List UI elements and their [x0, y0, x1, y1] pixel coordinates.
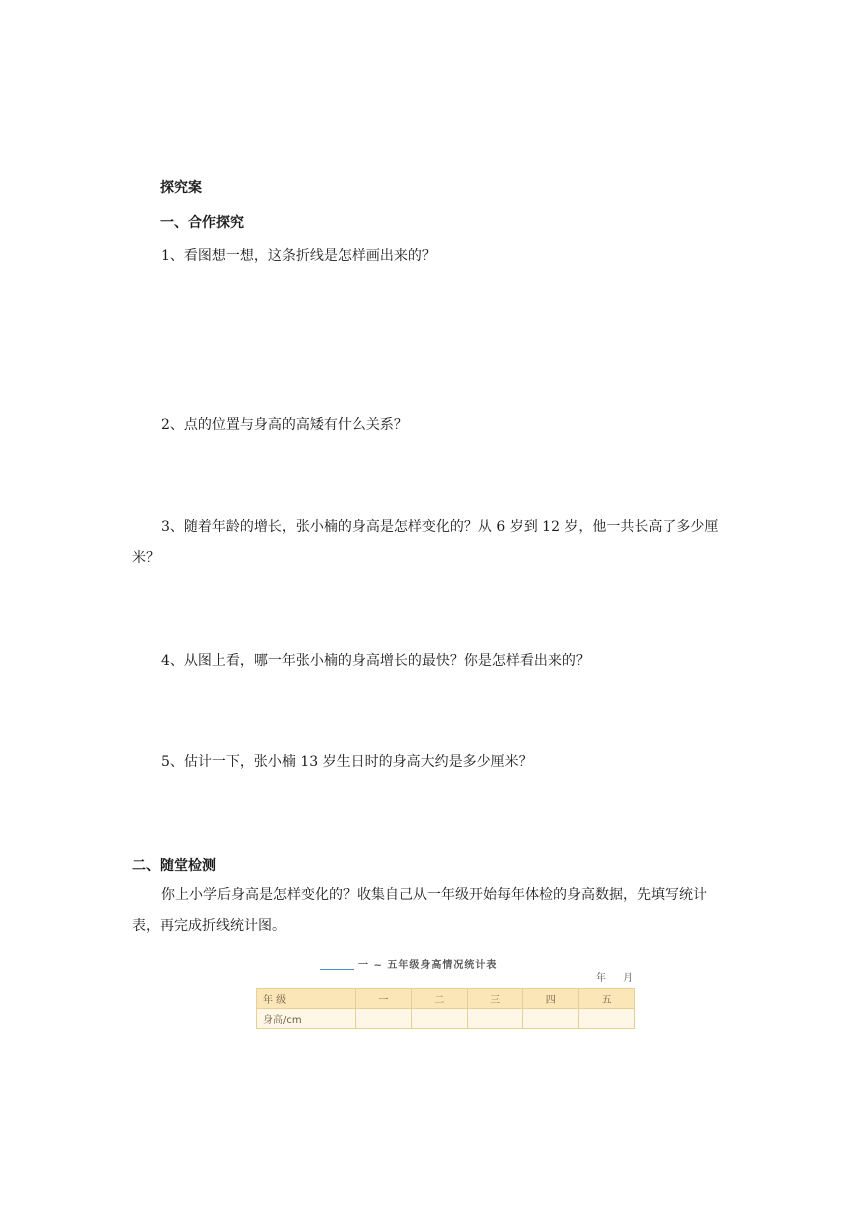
height-cell — [579, 1009, 635, 1029]
table-header-cell: 四 — [523, 989, 579, 1009]
question-4: 4、从图上看，哪一年张小楠的身高增长的最快？你是怎样看出来的？ — [161, 653, 590, 669]
height-cell — [523, 1009, 579, 1029]
fill-in-blank — [320, 969, 354, 970]
question-1: 1、看图想一想，这条折线是怎样画出来的？ — [161, 248, 436, 264]
section-title: 探究案 — [160, 180, 202, 196]
stat-table-date: 年 月 — [596, 973, 634, 984]
height-cell — [356, 1009, 412, 1029]
question-2: 2、点的位置与身高的高矮有什么关系？ — [161, 417, 408, 433]
table-header-cell: 三 — [467, 989, 523, 1009]
part2-heading: 二、随堂检测 — [132, 858, 216, 874]
height-statistics-table — [256, 988, 635, 1029]
stat-table-title — [320, 956, 497, 971]
stat-table-title-text: 一 ~ 五年级身高情况统计表 — [358, 960, 498, 971]
table-header-cell: 年 级 — [257, 989, 356, 1009]
height-cell — [467, 1009, 523, 1029]
part1-heading: 一、合作探究 — [160, 215, 244, 231]
table-header-cell: 五 — [579, 989, 635, 1009]
table-header-row — [257, 989, 635, 1009]
table-header-cell: 二 — [411, 989, 467, 1009]
question-3: 3、随着年龄的增长，张小楠的身高是怎样变化的？从 6 岁到 12 岁，他一共长高了多少厘米？ — [132, 519, 719, 566]
question-5: 5、估计一下，张小楠 13 岁生日时的身高大约是多少厘米？ — [161, 754, 533, 770]
part2-instruction: 你上小学后身高是怎样变化的？收集自己从一年级开始每年体检的身高数据，先填写统计表，再完成折线统计图。 — [132, 887, 707, 934]
table-row — [257, 1009, 635, 1029]
table-row-label: 身高/cm — [257, 1009, 356, 1029]
height-cell — [411, 1009, 467, 1029]
table-header-cell: 一 — [356, 989, 412, 1009]
